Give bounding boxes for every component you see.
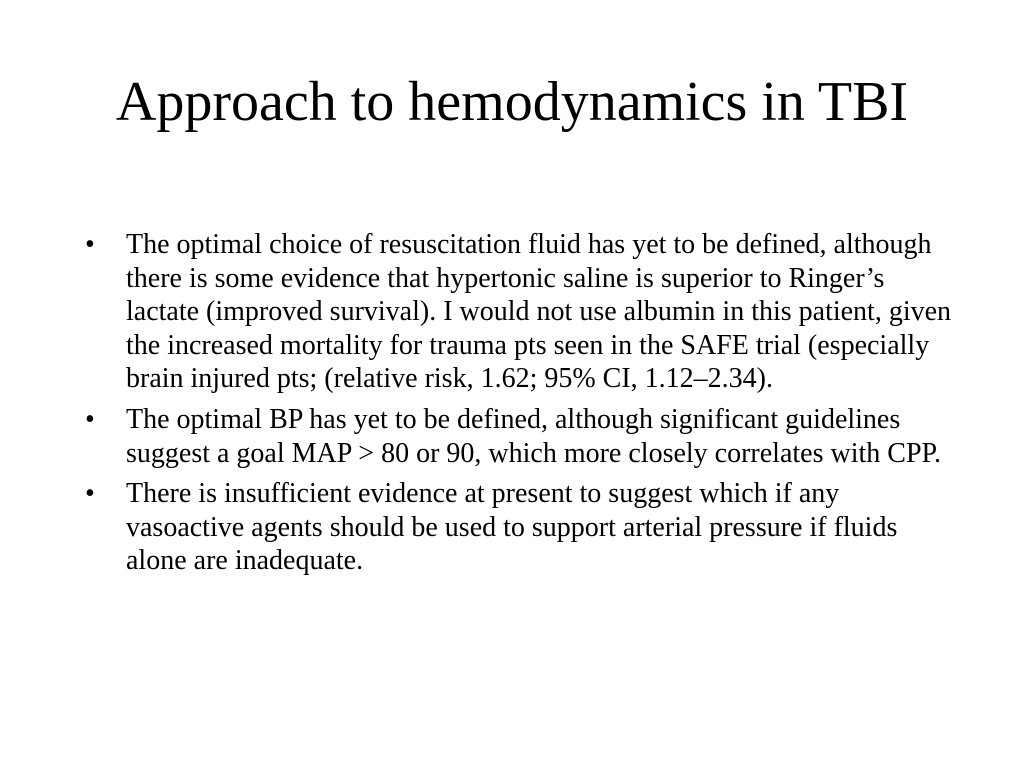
bullet-icon: • bbox=[85, 478, 95, 510]
bullet-text: The optimal BP has yet to be defined, although significant guidelines suggest a goal MAP > 80 or 90, which more closely correlates with CPP. bbox=[126, 403, 941, 469]
bullet-item-blood-pressure bbox=[85, 403, 955, 470]
bullet-item-vasoactive-agents bbox=[85, 477, 955, 578]
bullet-text: There is insufficient evidence at present to suggest which if any vasoactive agents should be used to support arterial pressure if fluids alone are inadequate. bbox=[126, 478, 898, 577]
bullet-list bbox=[85, 228, 955, 585]
bullet-icon: • bbox=[85, 403, 95, 435]
slide-title: Approach to hemodynamics in TBI bbox=[115, 71, 909, 133]
bullet-item-resuscitation-fluid bbox=[85, 228, 955, 396]
bullet-icon: • bbox=[85, 229, 95, 260]
bullet-text: The optimal choice of resuscitation fluid has yet to be defined, although there is some evidence that hypertonic saline is superior to Ringer’s lactate (improved survival). I would not use albumin in this patient, given the increased mortality for trauma pts seen in the SAFE trial (especially brain injured pts; (relative risk, 1.62; 95% CI, 1.12–2.34). bbox=[126, 229, 952, 395]
